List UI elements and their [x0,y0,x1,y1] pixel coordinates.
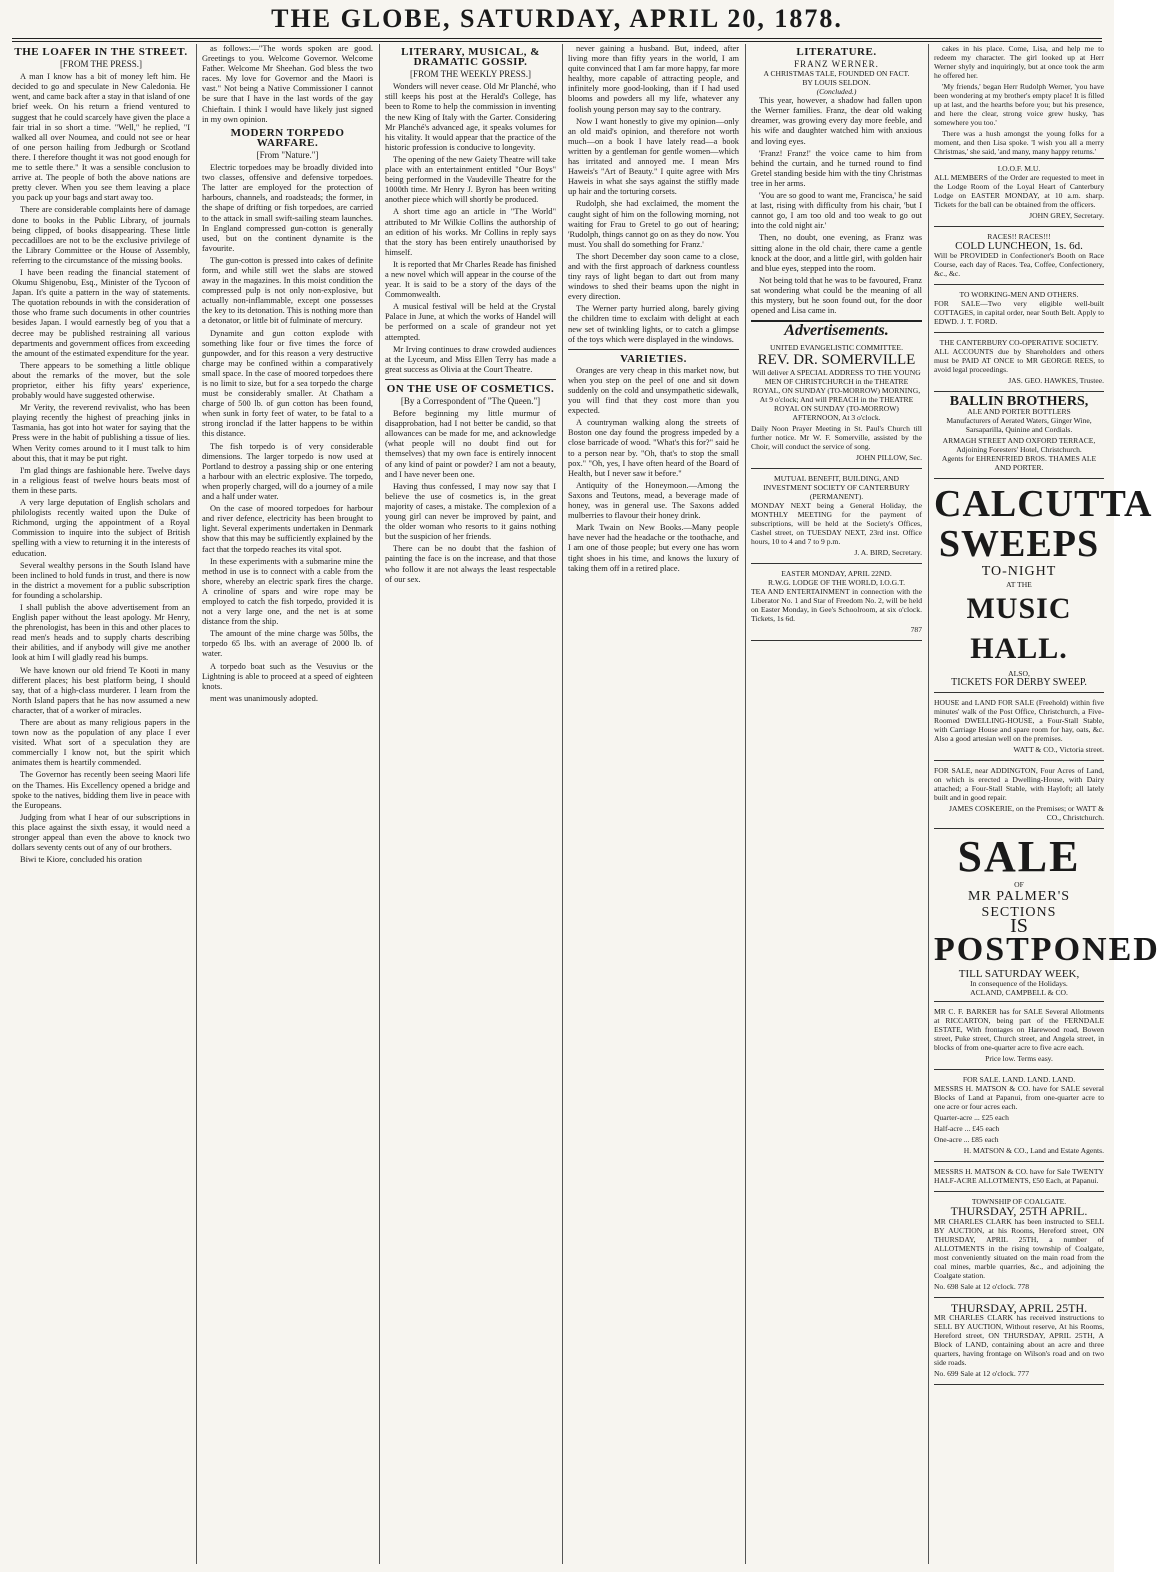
ad-text: TILL SATURDAY WEEK, [958,968,1080,981]
ad-body: FOR SALE, near ADDINGTON, Four Acres of Land, on which is erected a Dwelling-House, with Dairy attached; a Four-Stall Stable, with Hayloft; all lately built and in good repair. [934,766,1104,803]
story-byline: BY LOUIS SELDON. [802,78,871,88]
ad-title: EASTER MONDAY, APRIL 22ND. [781,569,892,579]
article-source: [FROM THE WEEKLY PRESS.] [410,69,531,80]
ad-body: Manufacturers of Aerated Waters, Ginger Wine, Sarsaparilla, Quinine and Cordials. [946,416,1092,435]
ad-body: MONDAY NEXT being a General Holiday, the MONTHLY MEETING for the payment of subscriptions, will be held at the Society's Offices, Cashel street, on TUESDAY NEXT, 23rd inst. Office hours, 10 to 4 and 7 to 9 p.m. [751,501,922,547]
ad-headline: BALLIN BROTHERS, [949,394,1089,410]
ad-title: THE CANTERBURY CO-OPERATIVE SOCIETY. [939,338,1099,348]
article-paragraph: In these experiments with a submarine mine the method in use is to connect with a cable from the shore, whereby an electric spark fires the charge. A crinoline of spars and wire rope may be employed to catch the fish torpedo, provided it is not a very large one, and the net is at some distance from the ship. [202,556,373,627]
story-concluded: (Concluded.) [816,87,857,97]
article-paragraph: Now I want honestly to give my opinion—only an old maid's opinion, and therefore not worth much—on a book I have lately read—a book written by a gentleman for gentle women—which has irritated and annoyed me. I mean Mrs Haweis's "Art of Beauty." I quite agree with Mrs Haweis in what she says against the stiffly made up hair and the torturing corsets. [568,116,739,197]
advertisements-heading: Advertisements. [784,322,889,340]
article-paragraph: 'You are so good to want me, Francisca,' he said at last, rising with difficulty from his chair, 'but I cannot go, I am too old and too weak to go out into the cold night air.' [751,191,922,231]
price-row: One-acre ... £85 each [934,1135,999,1145]
ad-body: Will deliver A SPECIAL ADDRESS TO THE YOUNG MEN OF CHRISTCHURCH in the THEATRE ROYAL, ON SUNDAY (TO-MORROW) MORNING, At 9 o'clock; And will PREACH in the THEATRE ROYAL ON SUNDAY (TO-MORROW) AFTERNOON, At 3 o'clock. [752,368,921,423]
article-paragraph: Rudolph, she had exclaimed, the moment the caught sight of him on the following morning, not waiting for Frau to Gretel to go out of hearing; 'Rudolph, things cannot go on as they do now. You must. You shall do something for Franz.' [568,199,739,249]
article-paragraph: The Werner party hurried along, barely giving the children time to exclaim with delight at each new set of twinkling lights, or to catch a glimpse of the toys which were displayed in the windows. [568,304,739,344]
ad-evangelistic [751,340,922,469]
ad-body: MR C. F. BARKER has for SALE Several Allotments at RICCARTON, being part of the FERNDALE ESTATE, With frontages on Harewood road, Bowen street, Puke street, Church street, and Angela street, in blocks of from one-quarter acre to five acre each. [934,1007,1104,1053]
article-paragraph: A man I know has a bit of money left him. He decided to go and speculate in New Caledonia. He went, and came back after a stay in that island of one brief week. On his return a friend ventured to suggest that he could scarcely have given the place a fair trial in so short a time. "Well," he replied, "I walked all over Noumea, and could not see or hear of one person hailing from Jedburgh or Scotland there. I therefore thought it was not good enough for me to settle there." It was a sensible conclusion to arrive at. The people of both the above nations are pretty clever. When you see them leaving a place you pack up your bags and start away too. [12,72,190,203]
ad-title: FOR SALE. LAND. LAND. LAND. [962,1075,1076,1085]
ad-signer: JAS. GEO. HAWKES, Trustee. [1008,376,1104,386]
ad-addington [934,763,1104,829]
section-divider [568,349,739,350]
article-paragraph: The opening of the new Gaiety Theatre will take place with an entertainment entitled "Our Boys" being performed in the Vaudeville Theatre for the 1000th time. Mr Henry J. Byron has been writing another piece which will shortly be produced. [385,154,556,205]
article-heading: VARIETIES. [620,352,687,365]
ad-signer: WATT & CO., Victoria street. [1013,745,1104,755]
article-paragraph: This year, however, a shadow had fallen upon the Werner families. Franz, the dear old waking dreamer, was growing every day more feeble, and his wife and daughter watched him with anxious and loving eyes. [751,96,922,146]
article-paragraph: The Governor has recently been seeing Maori life on the Thames. His Excellency opened a bridge and spoke to the natives, bidding them live in peace with the Europeans. [12,770,190,810]
article-paragraph: A torpedo boat such as the Vesuvius or the Lightning is able to proceed at a speed of eighteen knots. [202,661,373,691]
ad-house-land [934,695,1104,761]
variety-item: A countryman walking along the streets of Boston one day found the progress impeded by a close barricade of wood. "What's this for?" said he to a person near by. "Oh, that's to stop the small pox." "Oh, yes, I have often heard of the Board of Health, but I never saw it before." [568,418,739,478]
ad-subheadline: TO-NIGHT [981,564,1057,580]
ad-calcutta-sweeps [934,481,1153,693]
column-5 [751,44,922,1564]
ad-signer: JOHN GREY, Secretary. [1029,211,1104,220]
ad-signer: JAMES COSKERIE, on the Premises; or WATT & CO., Christchurch. [949,804,1104,823]
article-heading: LITERARY, MUSICAL, & DRAMATIC GOSSIP. [401,46,540,69]
article-paragraph: The amount of the mine charge was 50lbs, the torpedo 65 lbs. with an average of 2000 lb. of water. [202,629,373,659]
price-row: Quarter-acre ... £25 each [934,1113,1009,1123]
ad-subheadline: MR PALMER'S SECTIONS [967,889,1071,921]
column-rule [928,44,929,1564]
ad-number: No. 698 Sale at 12 o'clock. 778 [934,1281,1030,1291]
article-paragraph: There can be no doubt that the fashion of painting the face is on the increase, and that those who follow it are not always the least respectable of our sex. [385,544,556,584]
article-paragraph: Wonders will never cease. Old Mr Planché, who still keeps his post at the Herald's College, has been to Rome to help the commission in inventing the new King of Italy with the Garter. Considering Mr Planché's advanced age, it speaks volumes for his vitality. It would appear that the practice of the historic profession is conducive to longevity. [385,82,556,152]
ad-body: FOR SALE—Two very eligible well-built COTTAGES, in capital order, near South Belt. Apply to EDWD. J. T. FORD. [934,299,1104,327]
article-source: [FROM THE PRESS.] [59,59,143,70]
article-source: [By a Correspondent of "The Queen."] [400,396,541,406]
article-heading: THE LOAFER IN THE STREET. [14,46,188,58]
ad-signer: J. A. BIRD, Secretary. [854,548,922,558]
ad-headline: THURSDAY, 25TH APRIL. [950,1204,1088,1219]
story-subtitle: A CHRISTMAS TALE, FOUNDED ON FACT. [763,69,910,79]
article-paragraph: The fish torpedo is of very considerable dimensions. The larger torpedo is now used at Portland to destroy a passing ship or one entering a harbour with an electric explosive. The torpedo, when properly charged, will do a journey of a mile and a half under water. [202,441,373,502]
ad-body: TEA AND ENTERTAINMENT in connection with the Liberator No. 1 and Star of Freedom No. 2, will be held on Easter Monday, in Gee's Schoolroom, at six o'clock. Tickets, 1s 6d. [751,587,922,624]
article-paragraph: There are about as many religious papers in the town now as the population of any place I ever visited. What sort of a speculation they are commercially I know not, but the spirit which animates them is heartily commended. [12,718,190,768]
column-rule [379,44,380,1564]
ad-coalgate [934,1194,1104,1297]
ad-title: I.O.O.F. M.U. [997,164,1041,173]
ad-title: RACES!! RACES!!! [987,232,1051,241]
column-rule [745,44,746,1564]
ad-body: MESSRS H. MATSON & CO. have for SALE several Blocks of Land at Papanui, from one-quarter acre to one acre or four acres each. [934,1084,1104,1112]
ad-headline: SWEEPS [938,523,1100,566]
ad-headline: CALCUTTA [934,483,1153,526]
masthead-rule-2 [12,41,1102,42]
ad-body: Daily Noon Prayer Meeting in St. Paul's Church till further notice. Mr W. F. Somerville, assisted by the Choir, will conduct the service of song. [751,424,922,452]
ad-working-men [934,287,1104,333]
ad-text: Price low. Terms easy. [985,1054,1053,1064]
article-paragraph: I shall publish the above advertisement from an English paper without the least apology. Mr Henry, the phrenologist, has been in this and other places to read men's heads and to supply charts describing their abilities, and if anybody will give me another look at him I will gladly read his bumps. [12,602,190,663]
column-6 [934,44,1160,1564]
article-paragraph: Judging from what I hear of our subscriptions in this place against the sixth essay, it would need a stronger appeal than even the above to knock two dollars seventy cents out of any of our brothers. [12,812,190,853]
ad-title: MUTUAL BENEFIT, BUILDING, AND INVESTMENT SOCIETY OF CANTERBURY (PERMANENT). [763,474,910,502]
article-paragraph: never gaining a husband. But, indeed, after living more than fifty years in the world, I am quite convinced that I am far more happy, far more healthy, more capable of attracting people, and infinitely more good-looking, than if I had used blooms and powders all my life, whatever any foolish young person may say to the contrary. [568,44,739,114]
ad-twenty-allotments [934,1164,1104,1192]
masthead-title: THE GLOBE, SATURDAY, APRIL 20, 1878. [271,4,843,33]
article-heading: MODERN TORPEDO WARFARE. [230,126,345,149]
ad-races [934,229,1104,285]
ad-headline: THURSDAY, APRIL 25TH. [950,1300,1088,1315]
column-1 [12,44,190,1564]
article-paragraph: Several wealthy persons in the South Island have been inclined to hold funds in trust, and there is now in the district a movement for a public subscription for founding a scholarship. [12,560,190,600]
ad-mutual-benefit [751,471,922,564]
ad-clark-land [934,1300,1104,1385]
article-paragraph: Mr Irving continues to draw crowded audiences at the Lyceum, and Miss Ellen Terry has made a great success as Olivia at the Court Theatre. [385,344,556,374]
column-4 [568,44,739,1564]
article-paragraph: A musical festival will be held at the Crystal Palace in June, at which the works of Handel will be performed on a scale of grandeur not yet attempted. [385,302,556,342]
ad-body: MR CHARLES CLARK has received instructions to SELL BY AUCTION, Without reserve, At his Rooms, Hereford street, ON THURSDAY, APRIL 25TH, A Block of LAND, containing about an acre and three quarters, having frontage on Wilson's road and on two side roads. [934,1312,1104,1367]
column-rule [562,44,563,1564]
ad-easter-monday [751,566,922,641]
ad-text: ALSO, [1008,669,1030,679]
variety-item: Antiquity of the Honeymoon.—Among the Saxons and Teutons, mead, a beverage made of honey, was in general use. The Saxons added mulberries to flavour their honey drink. [568,480,739,521]
ad-body: MR CHARLES CLARK has been instructed to SELL BY AUCTION, at his Rooms, Hereford street, ON THURSDAY, APRIL 25TH, a number of ALLOTMENTS in the rising township of Coalgate, most conveniently situated on the main road from the coal mines, marble quarries, &c., and adjoining the Coalgate station. [934,1216,1104,1280]
article-paragraph: 'Franz! Franz!' the voice came to him from behind the curtain, and he turned round to find Gretel standing beside him with the tiny Christmas tree in her arms. [751,148,922,188]
ad-palmer-sale [934,831,1160,1002]
variety-item: Mark Twain on New Books.—Many people have never had the headache or the toothache, and I am one of those people; but every one has worn tight shoes in his time, and knows the luxury of taking them off in a retired place. [568,523,739,573]
article-paragraph: ment was unanimously adopted. [210,693,318,703]
section-divider [385,379,556,380]
ad-signer: ACLAND, CAMPBELL & CO. [970,988,1068,998]
column-rule [196,44,197,1564]
ad-body: Will be PROVIDED in Confectioner's Booth on Race Course, each day of Races. Tea, Coffee, Confectionery, &c., &c. [934,251,1104,279]
column-3 [385,44,556,1564]
ad-body: ALL ACCOUNTS due by Shareholders and others must be PAID AT ONCE to MR GEORGE REES, to avoid legal proceedings. [934,347,1104,375]
ad-text: TICKETS FOR DERBY SWEEP. [951,677,1087,689]
article-paragraph: It is reported that Mr Charles Reade has finished a new novel which will appear in the course of the year. It is said to be a story of the days of the Commonwealth. [385,259,556,300]
article-paragraph: There are considerable complaints here of damage done to books in the Public Library, of journals being clipped, of books disappearing. These little peccadilloes are not to be the exclusive privilege of the Library Committee or the House of Assembly, referring to the circumstance of the missing books. [12,205,190,265]
article-heading: LITERATURE. [796,46,877,58]
ad-cooperative [934,335,1104,392]
article-source: [From "Nature."] [256,149,319,160]
article-paragraph: Mr Verity, the reverend revivalist, who has been playing recently the highest of preaching jinks in Tasmania, has got into hot water for saying that the Press were in the habit of publishing a tissue of lies. When Verity comes around to it I must talk to him about this, that it may be put right. [12,403,190,463]
ad-title: TO WORKING-MEN AND OTHERS. [959,290,1079,300]
ad-body: ALL MEMBERS of the Order are requested to meet in the Lodge Room of the Loyal Heart of Canterbury Lodge on EASTER MONDAY, at 10 a.m. sharp. Tickets for the ball can be obtained from the officers. [934,173,1104,209]
ad-number: No. 699 Sale at 12 o'clock. 777 [934,1368,1030,1378]
article-paragraph: cakes in his place. Come, Lisa, and help me to redeem my character. The girl looked up at Herr Werner shyly and inquiringly, but at once took the arm he offered her. [934,44,1104,80]
ad-subtitle: ARMAGH STREET AND OXFORD TERRACE, [942,436,1096,446]
ad-number: 787 [910,625,922,635]
ad-body: MESSRS H. MATSON & CO. have for Sale TWENTY HALF-ACRE ALLOTMENTS, £50 Each, at Papanui. [934,1167,1104,1186]
article-paragraph: 'My friends,' began Herr Rudolph Werner, 'you have been wondering at my brother's empty place! It is filled up at last, and the hearths before you; but his presence, and here the clear, strong voice grew husky, 'has somewhere you too.' [934,82,1104,127]
story-title: FRANZ WERNER. [794,59,879,70]
ad-title: TOWNSHIP OF COALGATE. [971,1197,1067,1207]
ad-text: OF [1014,880,1024,890]
ad-signer: H. MATSON & CO., Land and Estate Agents. [963,1146,1104,1156]
article-paragraph: I have been reading the financial statement of Okumu Shigenobu, Esq., Minister of the Tycoon of Japan. It's quite a pattern in the way of statements. The quotation rebounds in with the consideration of those who frame such documents in other countries besides Japan. I would earnestly beg of you that a decree may be published restraining all various departments and government offices from exceeding the amount of the estimated expenditure for the year. [12,267,190,358]
article-paragraph: Biwi te Kiore, concluded his oration [20,855,142,865]
article-paragraph: as follows:—"The words spoken are good. Greetings to you. Welcome Governor. Welcome Father. Welcome Mr Sheehan. God bless the two races. My love for Governor and the Maori is vast." Not being a Native Commissioner I cannot be sure that I have in the last words of the gay Chieftain. I think I would have likely just signed in my own opinion. [202,44,373,124]
ad-headline: SALE [957,832,1081,882]
ad-subtitle: Adjoining Foresters' Hotel, Christchurch. [956,445,1082,455]
ad-subtitle: ALE AND PORTER BOTTLERS [967,407,1071,417]
ad-body: Agents for EHRENFRIED BROS. THAMES ALE AND PORTER. [941,454,1097,473]
article-paragraph: A very large deputation of English scholars and philologists recently waited upon the Duke of Richmond, urging the appointment of a Royal Commission to inquire into the subject of British spelling with a view to returning it in the interests of education. [12,498,190,558]
article-paragraph: Then, no doubt, one evening, as Franz was sitting alone in the old chair, there came a gentle knock at the door, and a little girl, with golden hair and blue eyes, stepped into the room. [751,233,922,273]
ad-body: HOUSE and LAND FOR SALE (Freehold) within five minutes' walk of the Post Office, Christchurch, a Five-Roomed DWELLING-HOUSE, a Four-Stall Stable, with Carriage House and spare room for hay, oats, &c. Also a good artesian well on the premises. [934,698,1104,744]
article-paragraph: There appears to be something a little oblique about the remarks of the mover, but the sole proprietor, either his fifty years' experience, probably would have suggested otherwise. [12,360,190,401]
ad-signer: JOHN PILLOW, Sec. [856,453,922,463]
article-paragraph: Having thus confessed, I may now say that I believe the use of cosmetics is, in the great majority of cases, a mistake. The complexion of a young girl can never be improved by paint, and the older woman who resorts to it gains nothing but the suspicion of her friends. [385,481,556,542]
ad-barker [934,1004,1104,1070]
column-2 [202,44,373,1564]
ad-headline: POSTPONED [934,931,1160,969]
article-paragraph: A short time ago an article in "The World" attributed to Mr Wilkie Collins the authorship of an edition of his works. Mr Collins in reply says that the story has been entirely unauthorised by himself. [385,207,556,257]
ad-ioof [934,161,1104,227]
price-row: Half-acre ... £45 each [934,1124,1000,1134]
article-paragraph: On the case of moored torpedoes for harbour and river defence, electricity has been brought to light. Several experiments undertaken in Denmark show that this may be sufficiently explained by the fact that the torpedo reaches its vital spot. [202,504,373,554]
article-heading: ON THE USE OF COSMETICS. [386,382,555,395]
article-paragraph: There was a hush amongst the young folks for a moment, and then Lisa spoke. 'I wish you all a merry Christmas,' she said, 'and many, many happy returns.' [934,129,1104,156]
ad-text: AT THE [1006,580,1032,590]
ad-subtitle: R.W.G. LODGE OF THE WORLD, I.O.G.T. [767,578,906,588]
ad-land [934,1072,1104,1162]
article-paragraph: Before beginning my little murmur of disapprobation, had I not better be candid, so that allowances can be made for me, and acknowledge (what people will no doubt find out for themselves) that my own face is entirely innocent of any kind of paint or powder? I am not a beauty, and I have never been one. [385,409,556,479]
article-paragraph: The gun-cotton is pressed into cakes of definite form, and while still wet the slabs are stowed away in the magazines. In this moist condition the compressed pulp is not only non-explosive, but actually non-inflammable, except one possesses the key to its detonation. This is nothing more than a detonator, or little bit of fulminate of mercury. [202,255,373,326]
ad-headline: REV. DR. SOMERVILLE [757,352,916,369]
ad-text: In consequence of the Holidays. [970,979,1068,989]
masthead-rule [12,38,1102,39]
article-paragraph: I'm glad things are fashionable here. Twelve days in a religious feast of twelve hours beats most of them in these parts. [12,465,190,495]
article-paragraph: Dynamite and gun cotton explode with something like four or five times the force of gunpowder, and for this reason a very destructive charge may be confined within a comparatively small space. In the case of moored torpedoes there is no limit to size, but for a sea torpedo the charge must be considerably smaller. At Chatham a charge of 500 lb. of gun cotton has been found, when sunk in forty feet of water, to be fatal to a strong ironclad if the latter happens to be within this distance. [202,328,373,439]
ad-ballin [934,394,1104,479]
article-paragraph: The short December day soon came to a close, and with the first approach of darkness countless tiny rays of light began to dart out from many windows to shed their beams upon the night in every direction. [568,251,739,302]
variety-item: Oranges are very cheap in this market now, but when you step on the peel of one and sit down suddenly on the cold and unsympathetic sidewalk, you will find that they cost more than you expected. [568,365,739,416]
section-divider [934,158,1104,159]
ad-title: UNITED EVANGELISTIC COMMITTEE. [770,343,903,353]
article-paragraph: Not being told that he was to be favoured, Franz sat wondering what could be the meaning of all this mystery, but he soon found out, for the door opened and Lisa came in. [751,275,922,316]
ad-headline: COLD LUNCHEON, 1s. 6d. [955,240,1083,252]
ad-text: IS [1010,915,1028,938]
ad-headline: MUSIC HALL. [966,592,1072,666]
article-paragraph: Electric torpedoes may be broadly divided into two classes, offensive and defensive torpedoes. The latter are employed for the protection of harbours, channels, and roadsteads; the former, in the shape of drifting or fish torpedoes, are carried to the attack in small swift-sailing steam launches. In England compressed gun-cotton is generally used, but on the continent dynamite is the favourite. [202,163,373,253]
article-paragraph: We have known our old friend Te Kooti in many different places; his best platform being, I should say, that of a high-class murderer. I learn from the North Island papers that he has now assumed a new character, that of a worker of miracles. [12,665,190,715]
